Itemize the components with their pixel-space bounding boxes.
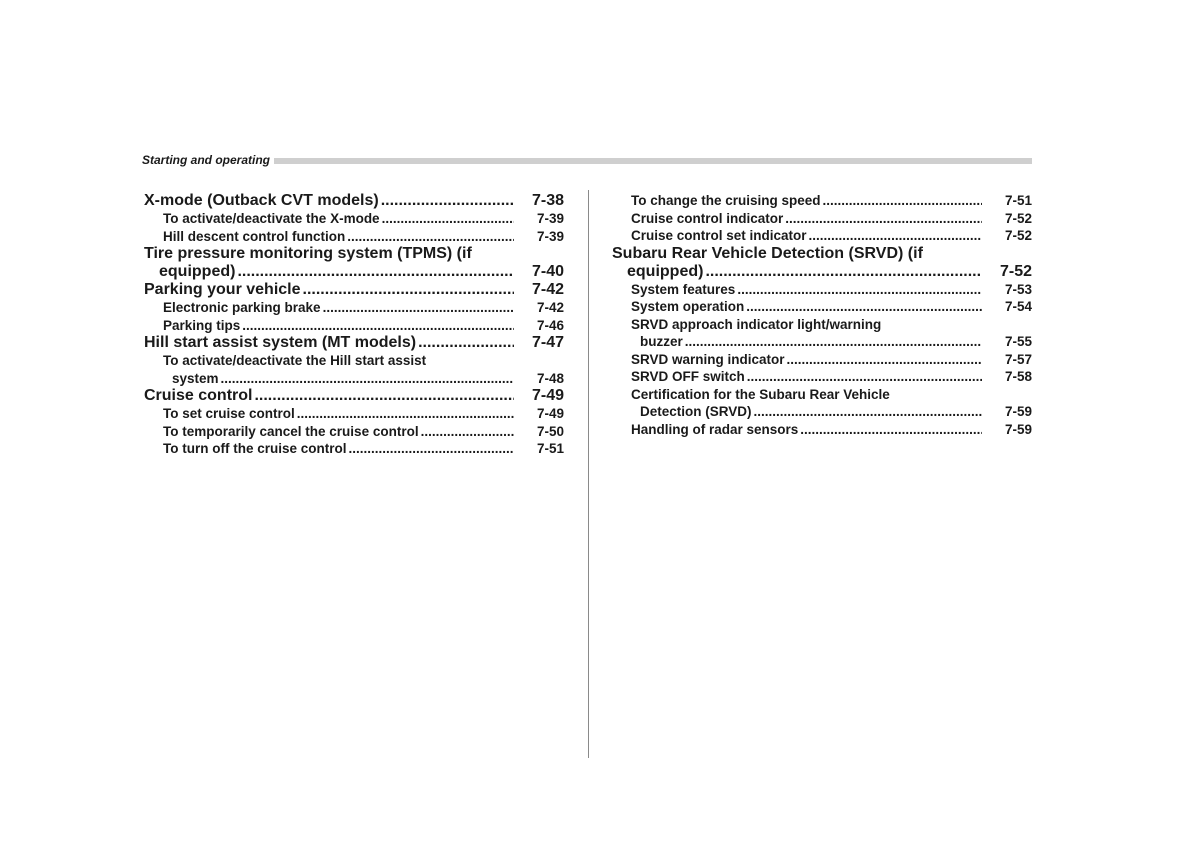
toc-entry (612, 245, 1032, 281)
toc-subentry (612, 421, 1032, 439)
toc-right-column (612, 192, 1032, 438)
toc-left-column (144, 192, 564, 458)
dot-leader (382, 210, 514, 228)
toc-entry (144, 245, 564, 281)
dot-leader (381, 192, 514, 210)
dot-leader (421, 423, 514, 441)
toc-entry-title: Tire pressure monitoring system (TPMS) (if (144, 245, 472, 262)
toc-subentry (144, 423, 564, 441)
dot-leader (685, 333, 982, 351)
toc-subentry (144, 440, 564, 458)
toc-page-number: 7-49 (531, 387, 564, 404)
toc-entry (144, 281, 564, 299)
toc-entry-title: To turn off the cruise control (163, 441, 347, 456)
toc-entry-title: To set cruise control (163, 406, 295, 421)
toc-entry-title: System features (631, 281, 736, 297)
dot-leader (349, 440, 515, 458)
dot-leader (237, 263, 514, 281)
dot-leader (800, 421, 982, 439)
toc-page-number: 7-42 (531, 281, 564, 298)
toc-entry-title: Parking tips (163, 317, 241, 333)
toc-page-number: 7-48 (536, 370, 564, 386)
dot-leader (823, 192, 982, 210)
toc-entry-title: SRVD approach indicator light/warning (631, 316, 882, 332)
toc-entry-title: Cruise control (144, 387, 253, 404)
toc-entry-title: Detection (SRVD) (640, 404, 752, 419)
page-header (142, 152, 1032, 168)
toc-page-number: 7-58 (1004, 369, 1032, 384)
toc-entry (144, 334, 564, 352)
toc-subentry (612, 368, 1032, 386)
toc-subentry (144, 210, 564, 228)
dot-leader (754, 403, 982, 421)
dot-leader (297, 405, 514, 423)
toc-page-number: 7-39 (536, 228, 564, 244)
dot-leader (221, 370, 514, 388)
toc-page-number: 7-52 (1004, 210, 1032, 226)
toc-entry-title: Hill descent control function (163, 228, 346, 244)
column-divider (588, 190, 589, 758)
toc-entry-title: To activate/deactivate the X-mode (163, 211, 380, 226)
toc-entry (144, 192, 564, 210)
toc-page-number: 7-57 (1004, 351, 1032, 367)
toc-entry (144, 387, 564, 405)
dot-leader (303, 281, 514, 299)
toc-page-number: 7-40 (531, 263, 564, 280)
toc-page-number: 7-50 (536, 423, 564, 439)
dot-leader (418, 334, 514, 352)
toc-entry-title: X-mode (Outback CVT models) (144, 192, 379, 209)
toc-page-number: 7-51 (536, 441, 564, 456)
toc-entry-title: To change the cruising speed (631, 193, 821, 208)
dot-leader (323, 299, 514, 317)
dot-leader (809, 227, 982, 245)
toc-subentry (612, 192, 1032, 210)
toc-subentry (612, 316, 1032, 351)
toc-entry-title: Cruise control set indicator (631, 228, 807, 243)
toc-subentry (612, 210, 1032, 228)
toc-subentry (144, 352, 564, 387)
toc-page-number: 7-54 (1004, 299, 1032, 314)
toc-subentry (612, 298, 1032, 316)
toc-page-number: 7-53 (1004, 281, 1032, 297)
toc-page-number: 7-38 (531, 192, 564, 209)
dot-leader (787, 351, 982, 369)
toc-entry-title: Handling of radar sensors (631, 421, 799, 437)
toc-entry-title: system (172, 370, 219, 386)
toc-entry-title: buzzer (640, 334, 683, 349)
toc-page-number: 7-39 (536, 211, 564, 226)
dot-leader (737, 281, 982, 299)
header-rule (142, 158, 1032, 164)
toc-page-number: 7-52 (999, 262, 1032, 280)
toc-subentry (144, 317, 564, 335)
toc-entry-title: equipped) (159, 263, 236, 280)
toc-entry-title: Certification for the Subaru Rear Vehicle (631, 386, 890, 402)
toc-subentry (144, 299, 564, 317)
dot-leader (242, 317, 514, 335)
toc-subentry (144, 228, 564, 246)
toc-page-number: 7-59 (1004, 421, 1032, 437)
toc-page-number: 7-47 (531, 334, 564, 351)
toc-entry-title: Cruise control indicator (631, 210, 784, 226)
dot-leader (785, 210, 982, 228)
toc-page-number: 7-55 (1004, 334, 1032, 349)
dot-leader (347, 228, 514, 246)
toc-page-number: 7-42 (536, 300, 564, 315)
toc-entry-title: Hill start assist system (MT models) (144, 334, 417, 351)
toc-page-number: 7-51 (1004, 193, 1032, 208)
toc-subentry (612, 227, 1032, 245)
toc-entry-title: To activate/deactivate the Hill start assist (163, 353, 427, 368)
toc-entry-title: SRVD warning indicator (631, 351, 785, 367)
toc-page-number: 7-59 (1004, 404, 1032, 419)
toc-page-number: 7-46 (536, 317, 564, 333)
toc-subentry (612, 351, 1032, 369)
toc-entry-title: Parking your vehicle (144, 281, 301, 298)
toc-entry-title: Electronic parking brake (163, 300, 321, 315)
toc-entry-title: equipped) (627, 262, 704, 280)
toc-subentry (612, 386, 1032, 421)
dot-leader (746, 298, 982, 316)
toc-page-number: 7-52 (1004, 228, 1032, 243)
toc-entry-title: Subaru Rear Vehicle Detection (SRVD) (if (612, 244, 923, 262)
dot-leader (254, 387, 514, 405)
dot-leader (747, 368, 982, 386)
toc-entry-title: SRVD OFF switch (631, 369, 745, 384)
toc-entry-title: System operation (631, 299, 745, 314)
toc-subentry (612, 281, 1032, 299)
dot-leader (705, 263, 982, 281)
toc-subentry (144, 405, 564, 423)
toc-entry-title: To temporarily cancel the cruise control (163, 423, 419, 439)
section-title: Starting and operating (142, 152, 274, 168)
toc-page-number: 7-49 (536, 406, 564, 421)
